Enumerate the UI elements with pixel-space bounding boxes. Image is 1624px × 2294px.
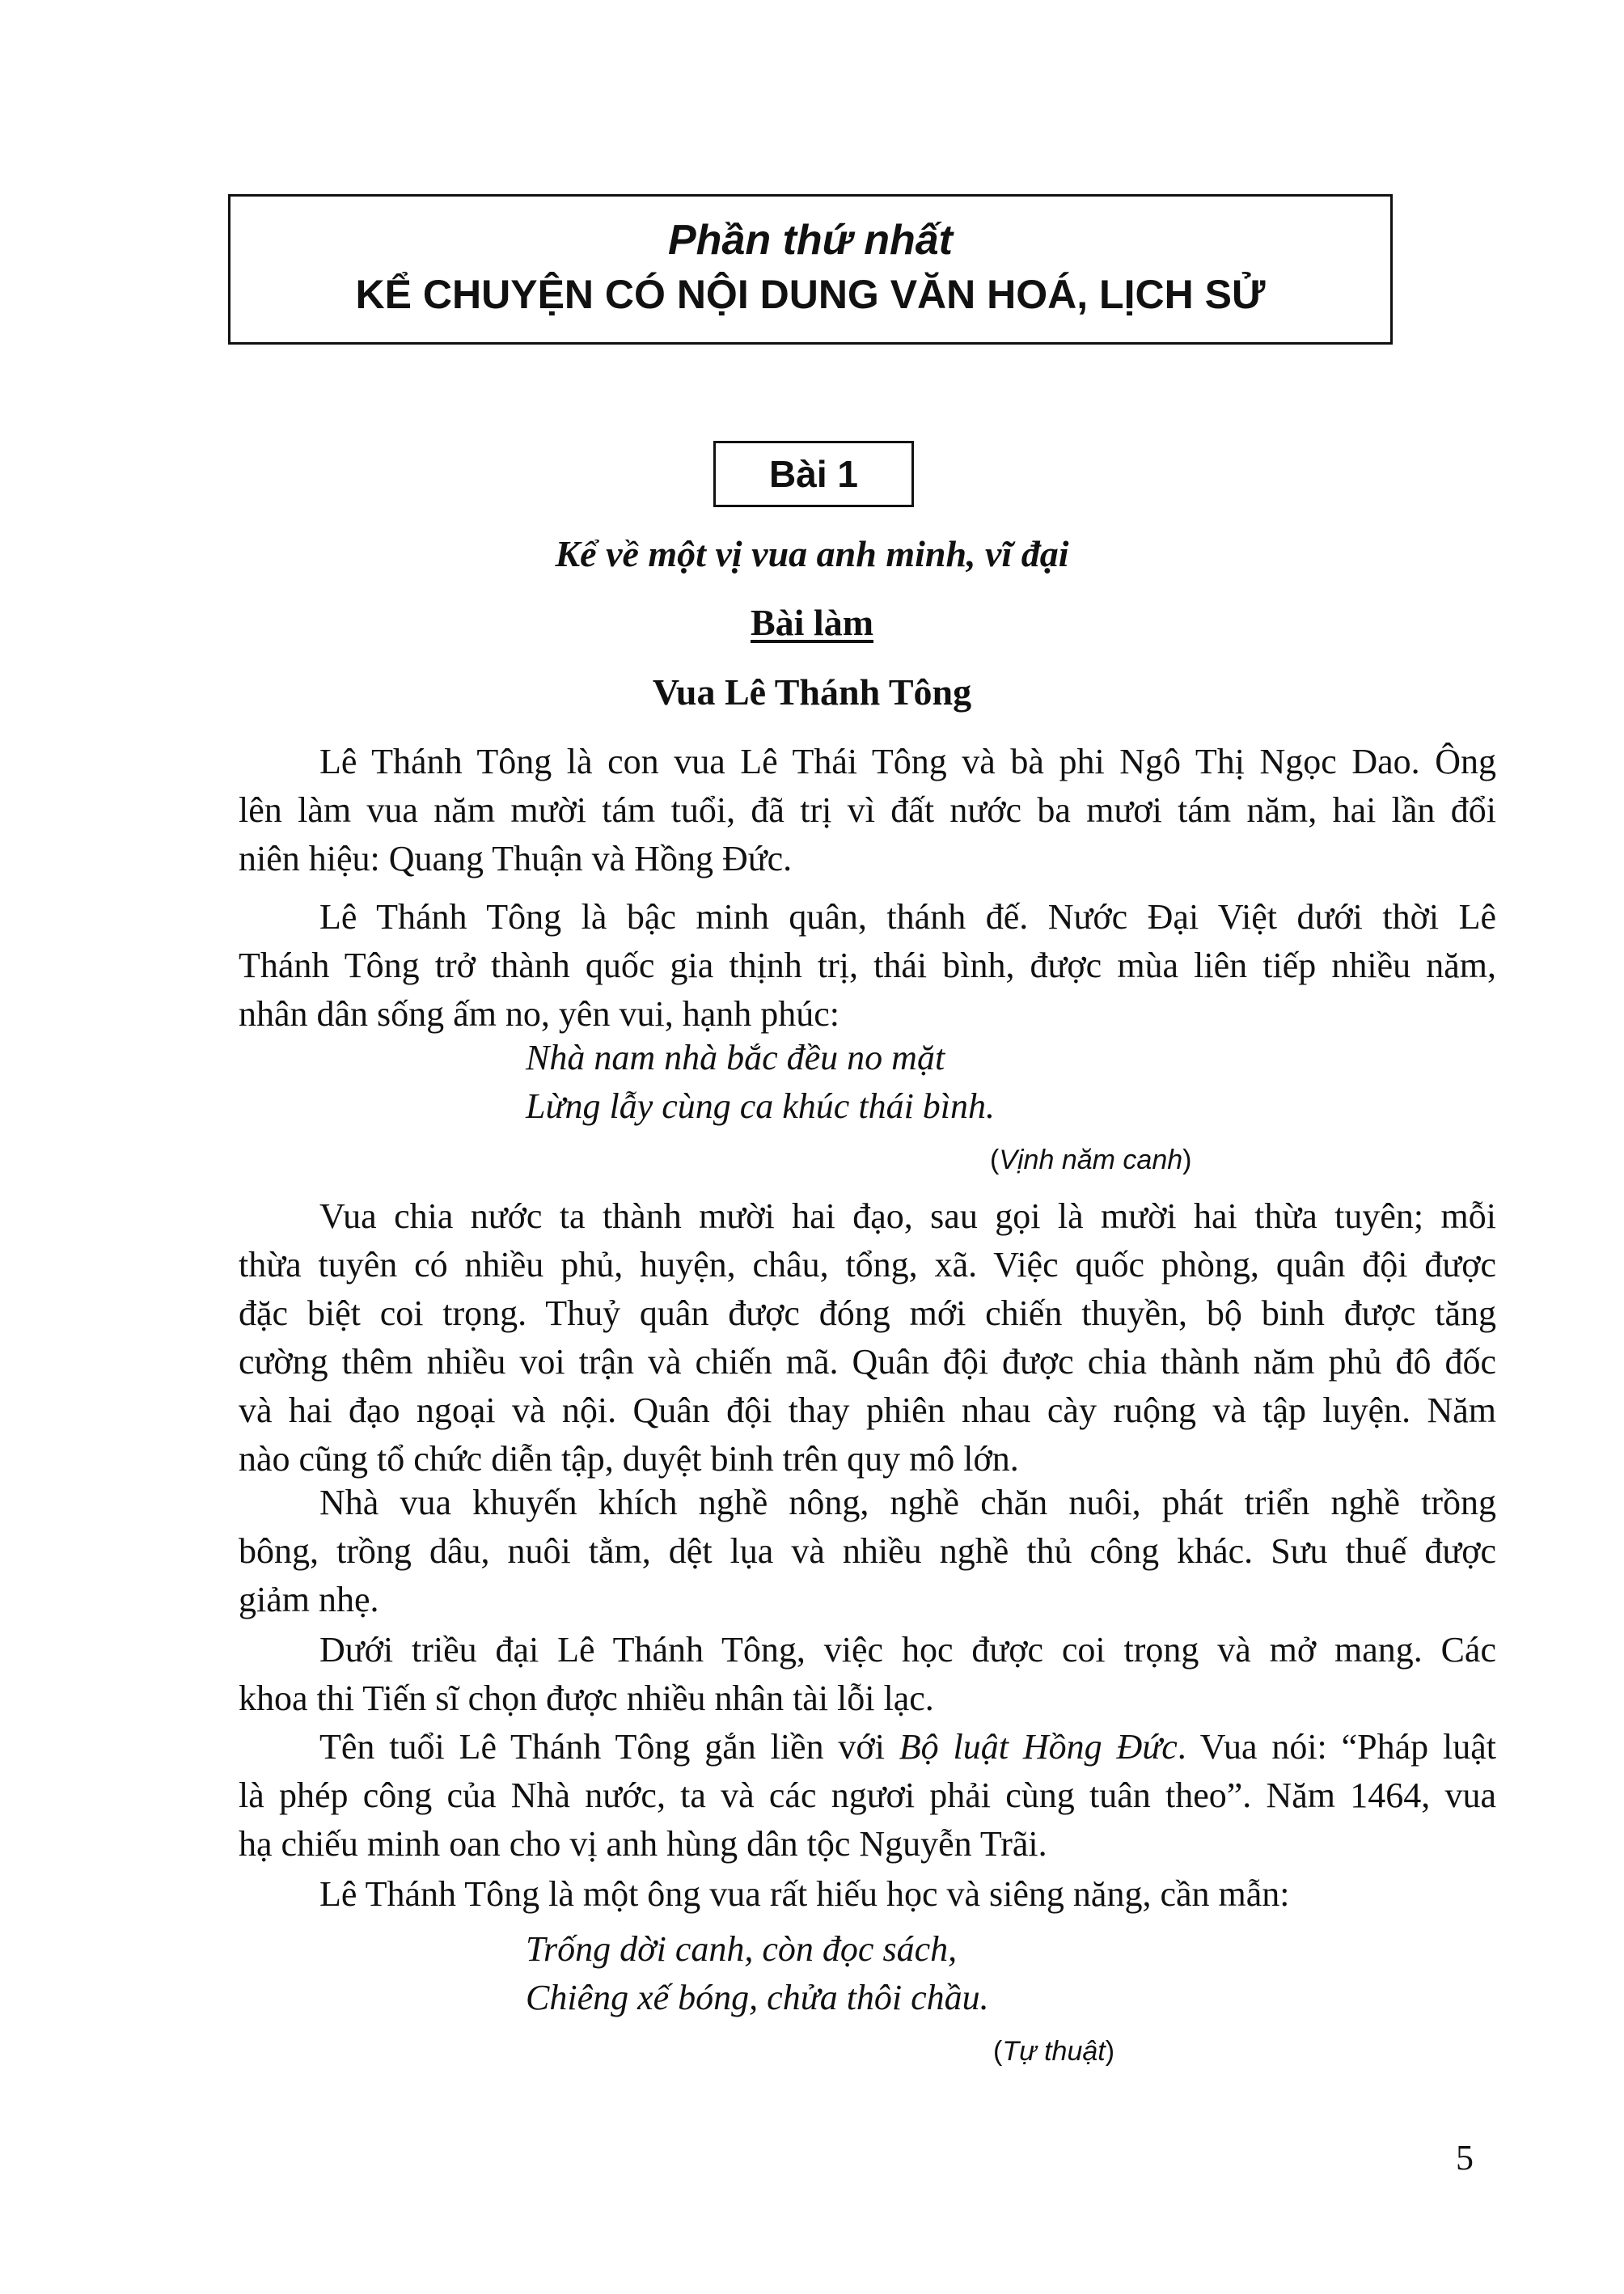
paragraph-line <box>239 1723 1496 1771</box>
paragraph-line: nào cũng tổ chức diễn tập, duyệt binh trên quy mô lớn. <box>239 1439 1019 1479</box>
paragraph-line: giảm nhẹ. <box>239 1580 379 1619</box>
paragraph-line: khoa thi Tiến sĩ chọn được nhiều nhân tài lỗi lạc. <box>239 1678 934 1718</box>
part-heading-box <box>228 194 1393 345</box>
paragraph-line: Lê Thánh Tông là bậc minh quân, thánh đế. Nước Đại Việt dưới thời Lê <box>319 897 1496 937</box>
paragraph-line: hạ chiếu minh oan cho vị anh hùng dân tộc Nguyễn Trãi. <box>239 1824 1047 1864</box>
poem-2 <box>526 1925 989 2022</box>
paragraph-1-lines <box>239 738 1496 883</box>
paragraph-line: là phép công của Nhà nước, ta và các ngươi phải cùng tuân theo”. Năm 1464, vua <box>239 1776 1496 1815</box>
paragraph-line: Lê Thánh Tông là một ông vua rất hiếu học và siêng năng, cần mẫn: <box>319 1874 1290 1914</box>
law-code-title: Bộ luật Hồng Đức <box>899 1727 1178 1767</box>
poem-source-title: Tự thuật <box>1002 2036 1106 2067</box>
poem-line: Nhà nam nhà bắc đều no mặt <box>526 1038 945 1077</box>
poem-source-title: Vịnh năm canh <box>999 1145 1183 1175</box>
lesson-topic: Kể về một vị vua anh minh, vĩ đại <box>555 533 1069 574</box>
paragraph-line: và hai đạo ngoại và nội. Quân đội thay phiên nhau cày ruộng và tập luyện. Năm <box>239 1390 1496 1430</box>
poem-2-source: (Tự thuật) <box>993 2036 1115 2067</box>
paragraph-line: Dưới triều đại Lê Thánh Tông, việc học được coi trọng và mở mang. Các <box>319 1630 1496 1670</box>
lesson-label-box <box>713 441 914 507</box>
paragraph-3 <box>239 1192 1496 1483</box>
paragraph-line: lên làm vua năm mười tám tuổi, đã trị vì đất nước ba mươi tám năm, hai lần đổi <box>239 790 1496 830</box>
paragraph-line: nhân dân sống ấm no, yên vui, hạnh phúc: <box>239 994 839 1034</box>
paragraph-line: cường thêm nhiều voi trận và chiến mã. Quân đội được chia thành năm phủ đô đốc <box>239 1342 1496 1382</box>
story-title: Vua Lê Thánh Tông <box>652 671 972 713</box>
paragraph-line: bông, trồng dâu, nuôi tằm, dệt lụa và nhiều nghề thủ công khác. Sưu thuế được <box>239 1531 1496 1571</box>
poem-line: Trống dời canh, còn đọc sách, <box>526 1929 958 1969</box>
paragraph-7 <box>239 1870 1496 1919</box>
lesson-label: Bài 1 <box>769 453 858 495</box>
paragraph-line: Nhà vua khuyến khích nghề nông, nghề chăn nuôi, phát triển nghề trồng <box>319 1483 1496 1522</box>
poem-1-source: (Vịnh năm canh) <box>990 1145 1192 1175</box>
paragraph-4 <box>239 1479 1496 1624</box>
paragraph-line: đặc biệt coi trọng. Thuỷ quân được đóng mới chiến thuyền, bộ binh được tăng <box>239 1293 1496 1333</box>
part-subtitle: KỂ CHUYỆN CÓ NỘI DUNG VĂN HOÁ, LỊCH SỬ <box>355 272 1266 317</box>
paragraph-line: Vua chia nước ta thành mười hai đạo, sau gọi là mười hai thừa tuyên; mỗi <box>319 1196 1496 1236</box>
part-title: Phần thứ nhất <box>668 217 953 264</box>
paragraph-line: niên hiệu: Quang Thuận và Hồng Đức. <box>239 839 793 878</box>
paragraph-line: Lê Thánh Tông là con vua Lê Thái Tông và bà phi Ngô Thị Ngọc Dao. Ông <box>319 742 1496 781</box>
poem-line: Chiêng xế bóng, chửa thôi chầu. <box>526 1978 989 2017</box>
paragraph-6 <box>239 1723 1496 1869</box>
paragraph-line: Thánh Tông trở thành quốc gia thịnh trị, thái bình, được mùa liên tiếp nhiều năm, <box>239 946 1496 985</box>
paragraph-5 <box>239 1626 1496 1723</box>
paragraph-line: thừa tuyên có nhiều phủ, huyện, châu, tổng, xã. Việc quốc phòng, quân đội được <box>239 1245 1496 1285</box>
paragraph-text: . Vua nói: “Pháp luật <box>1177 1727 1496 1767</box>
paragraph-text: Tên tuổi Lê Thánh Tông gắn liền với <box>319 1727 899 1767</box>
answer-label: Bài làm <box>750 602 874 643</box>
paragraph-2 <box>239 893 1496 1039</box>
poem-line: Lừng lẫy cùng ca khúc thái bình. <box>526 1086 996 1126</box>
page-number: 5 <box>1456 2138 1474 2178</box>
poem-1 <box>526 1034 995 1131</box>
